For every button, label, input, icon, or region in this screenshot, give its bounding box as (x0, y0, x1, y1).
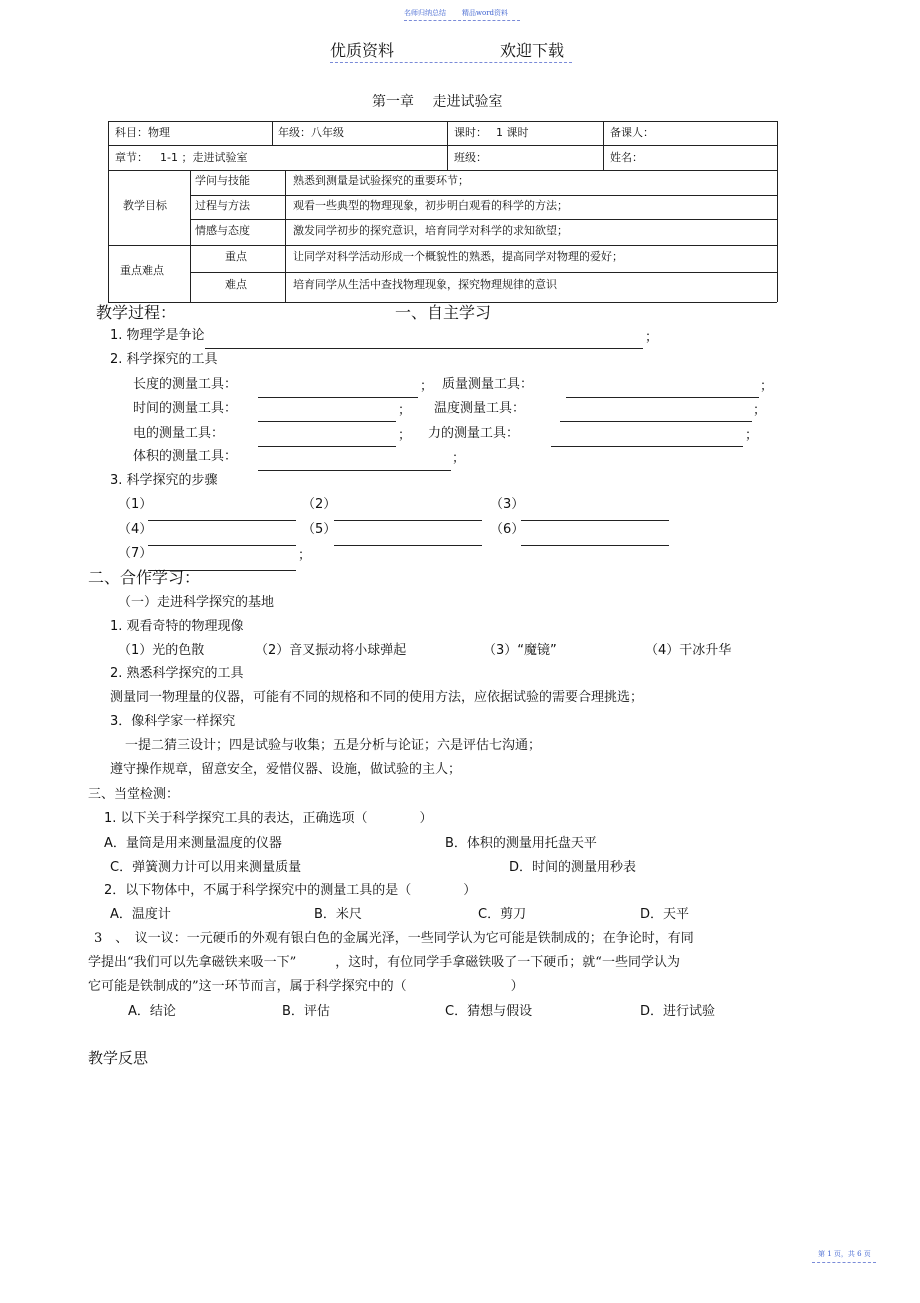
step-4: （4） (118, 522, 153, 537)
semicolon: ； (452, 451, 466, 466)
header-top-right: 精品word资料 (462, 9, 509, 17)
tool-force: 力的测量工具： (428, 426, 520, 441)
section2-p2: 2. 熟悉科学探究的工具 (110, 666, 244, 681)
section2-sub1: （一）走进科学探究的基地 (118, 595, 275, 610)
q3-text: 3. 科学探究的步骤 (110, 473, 218, 488)
section2-p1: 1. 观看奇特的物理现像 (110, 619, 244, 634)
test-q1-b: B．体积的测量用托盘天平 (445, 836, 597, 851)
test-q1: 1. 以下关于科学探究工具的表达，正确选项（ ） (104, 811, 433, 826)
preparer-cell: 备课人： (610, 126, 654, 139)
test-q2-b: B．米尺 (314, 907, 362, 922)
hours-value: 1 课时 (496, 126, 529, 139)
goal-knowledge-label: 学问与技能 (195, 174, 250, 187)
semicolon: ； (745, 428, 759, 443)
goal-emotion-label: 情感与态度 (195, 224, 250, 237)
test-q1-c: C．弹簧测力计可以用来测量质量 (110, 860, 302, 875)
header-top-divider (404, 20, 520, 21)
banner-right: 欢迎下载 (500, 41, 565, 60)
goal-process-text: 观看一些典型的物理现象，初步明白观看的科学的方法； (293, 199, 568, 212)
tool-temp: 温度测量工具： (434, 401, 526, 416)
step-6: （6） (490, 522, 525, 537)
test-q3-d: D．进行试验 (640, 1004, 716, 1019)
reflection-heading: 教学反思 (88, 1049, 149, 1067)
page-footer: 第 1 页，共 6 页 (818, 1250, 871, 1258)
goal-process-label: 过程与方法 (195, 199, 250, 212)
goal-knowledge-text: 熟悉到测量是试验探究的重要环节； (293, 174, 469, 187)
name-cell: 姓名： (610, 151, 643, 164)
key-point-text: 让同学对科学活动形成一个概貌性的熟悉，提高同学对物理的爱好； (293, 250, 623, 263)
chapter-label: 章节： (115, 151, 148, 164)
phenomenon-1: （1）光的色散 (118, 643, 205, 658)
q1-end: ； (645, 330, 659, 345)
semicolon: ； (753, 403, 767, 418)
tool-mass: 质量测量工具： (442, 377, 534, 392)
footer-divider (812, 1262, 876, 1263)
goals-label: 教学目标 (123, 199, 167, 212)
phenomenon-3: （3）“魔镜” (483, 643, 557, 658)
difficulty-text: 培育同学从生活中查找物理现象，探究物理规律的意识 (293, 278, 557, 291)
page-title: 第一章 走进试验室 (372, 94, 503, 110)
test-q2-c: C．剪刀 (478, 907, 527, 922)
semicolon: ； (398, 403, 412, 418)
tool-length: 长度的测量工具： (133, 377, 238, 392)
section3-title: 三、当堂检测： (88, 787, 180, 802)
tool-elec: 电的测量工具： (133, 426, 225, 441)
test-q1-a: A．量筒是用来测量温度的仪器 (104, 836, 282, 851)
difficulty-label: 难点 (225, 278, 247, 291)
test-q2: 2．以下物体中，不属于科学探究中的测量工具的是（ ） (104, 883, 477, 898)
phenomenon-4: （4）干冰升华 (645, 643, 732, 658)
test-q1-d: D．时间的测量用秒表 (509, 860, 637, 875)
test-q3-line1: 3 、 议一议：一元硬币的外观有银白色的金属光泽，一些同学认为它可能是铁制成的；在争论时，有同 (94, 931, 694, 946)
q2-text: 2. 科学探究的工具 (110, 352, 218, 367)
test-q3-c: C．猜想与假设 (445, 1004, 533, 1019)
semicolon: ； (420, 379, 434, 394)
goal-emotion-text: 激发同学初步的探究意识，培育同学对科学的求知欲望； (293, 224, 568, 237)
grade-cell: 年级：八年级 (278, 126, 344, 139)
header-top-left: 名师归纳总结 (404, 9, 446, 17)
banner-divider (330, 62, 572, 63)
test-q3-b: B．评估 (282, 1004, 330, 1019)
semicolon: ； (298, 548, 312, 563)
section2-p3: 3．像科学家一样探究 (110, 714, 236, 729)
tool-time: 时间的测量工具： (133, 401, 238, 416)
process-label: 教学过程： (96, 303, 177, 322)
semicolon: ； (760, 379, 774, 394)
section1-title: 一、自主学习 (395, 303, 492, 322)
key-point-label: 重点 (225, 250, 247, 263)
step-3: （3） (490, 497, 525, 512)
section2-p3-text: 一提二猜三设计；四是试验与收集；五是分析与论证；六是评估七沟通； (125, 738, 542, 753)
step-7: （7） (118, 546, 153, 561)
step-1: （1） (118, 497, 153, 512)
tool-volume: 体积的测量工具： (133, 449, 238, 464)
key-label: 重点难点 (120, 264, 164, 277)
section2-p2-text: 测量同一物理量的仪器，可能有不同的规格和不同的使用方法，应依据试验的需要合理挑选； (110, 690, 644, 705)
section2-p4-text: 遵守操作规章，留意安全，爱惜仪器、设施，做试验的主人； (110, 762, 462, 777)
test-q3-a: A．结论 (128, 1004, 176, 1019)
test-q2-d: D．天平 (640, 907, 690, 922)
class-cell: 班级： (454, 151, 487, 164)
step-2: （2） (302, 497, 337, 512)
hours-label: 课时： (454, 126, 487, 139)
chapter-value: 1-1 ；走进试验室 (160, 151, 248, 164)
banner-left: 优质资料 (330, 41, 395, 60)
test-q2-a: A．温度计 (110, 907, 171, 922)
semicolon: ； (398, 428, 412, 443)
step-5: （5） (302, 522, 337, 537)
subject-cell: 科目：物理 (115, 126, 170, 139)
test-q3-line2: 学提出“我们可以先拿磁铁来吸一下” ，这时，有位同学手拿磁铁吸了一下硬币；就“一些同学认为 (88, 955, 680, 970)
q1-text: 1. 物理学是争论 (110, 328, 205, 343)
phenomenon-2: （2）音叉振动将小球弹起 (255, 643, 407, 658)
test-q3-line3: 它可能是铁制成的”这一环节而言，属于科学探究中的（ ） (88, 979, 524, 994)
section2-title: 二、合作学习： (88, 568, 201, 587)
